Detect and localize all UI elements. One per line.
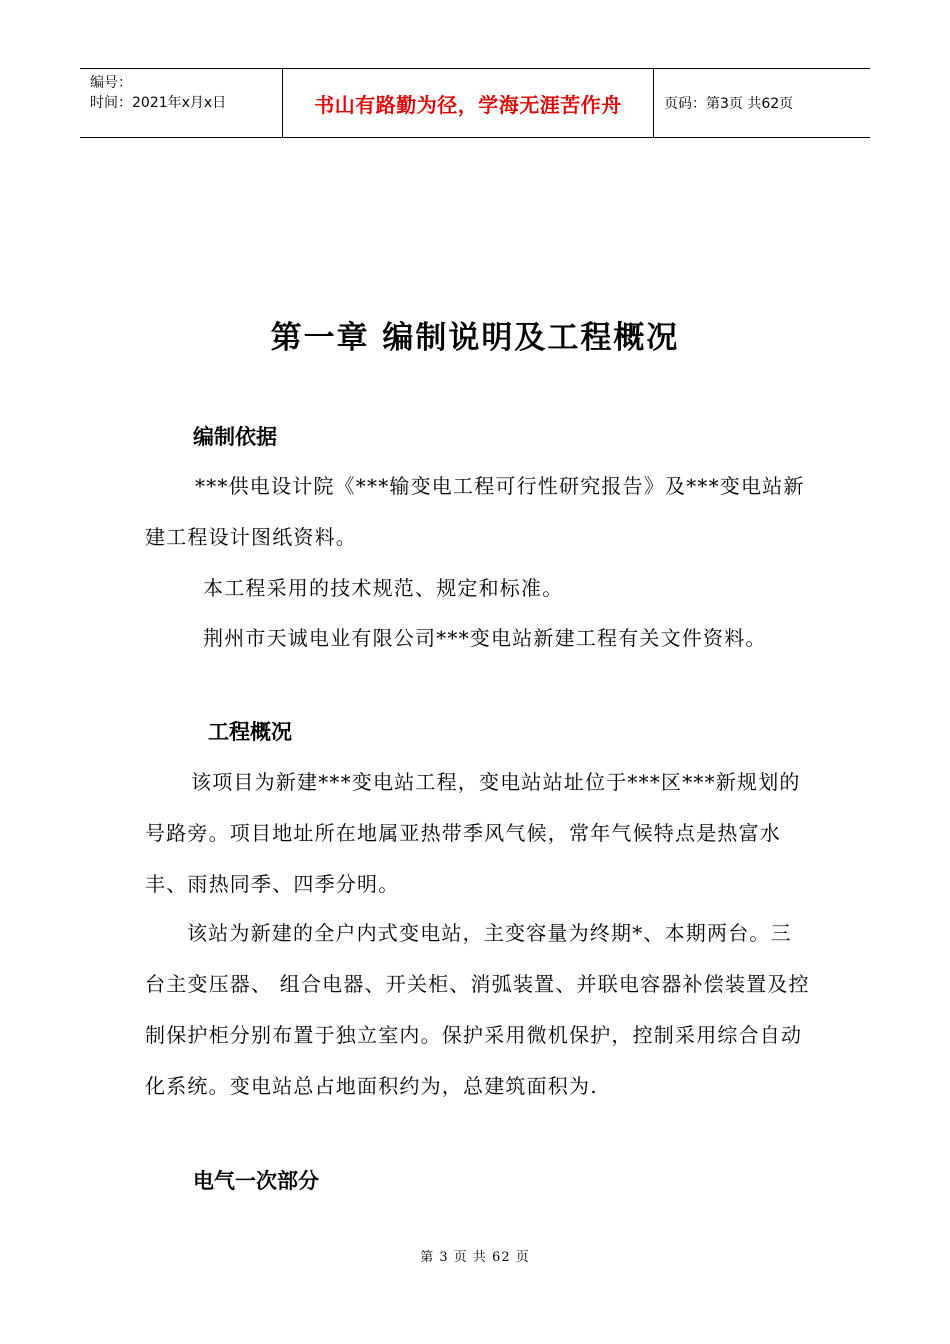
- page-footer: 第 3 页 共 62 页: [420, 1250, 530, 1265]
- section-heading-basis: 编制依据: [193, 425, 277, 449]
- chapter-title: 第一章 编制说明及工程概况: [270, 320, 680, 356]
- paragraph-overview-2: 该站为新建的全户内式变电站，主变容量为终期*、本期两台。三台主变压器、 组合电器、开关柜、消弧装置、并联电容器补偿装置及控制保护柜分别布置于独立室内。保护采用微机保护，控制采用综合自动化系统。变电站总占地面积约为，总建筑面积为.: [145, 921, 810, 1098]
- section-heading-overview: 工程概况: [208, 720, 292, 744]
- document-date-label: 时间：2021年x月x日: [90, 95, 227, 111]
- document-number-label: 编号：: [90, 75, 132, 91]
- page-header: [80, 68, 870, 138]
- paragraph-overview-1: 该项目为新建***变电站工程，变电站站址位于***区***新规划的号路旁。项目地址所在地属亚热带季风气候，常年气候特点是热富水丰、雨热同季、四季分明。: [145, 770, 801, 896]
- paragraph-basis-3: 荆州市天诚电业有限公司***变电站新建工程有关文件资料。: [203, 626, 767, 650]
- header-motto: 书山有路勤为径，学海无涯苦作舟: [282, 69, 654, 137]
- header-page-info: 页码：第3页 共62页: [664, 96, 794, 112]
- paragraph-basis-1: ***供电设计院《***输变电工程可行性研究报告》及***变电站新建工程设计图纸资料。: [145, 474, 805, 549]
- header-meta: [80, 69, 282, 137]
- section-heading-electrical: 电气一次部分: [193, 1169, 319, 1193]
- paragraph-basis-2: 本工程采用的技术规范、规定和标准。: [203, 576, 564, 600]
